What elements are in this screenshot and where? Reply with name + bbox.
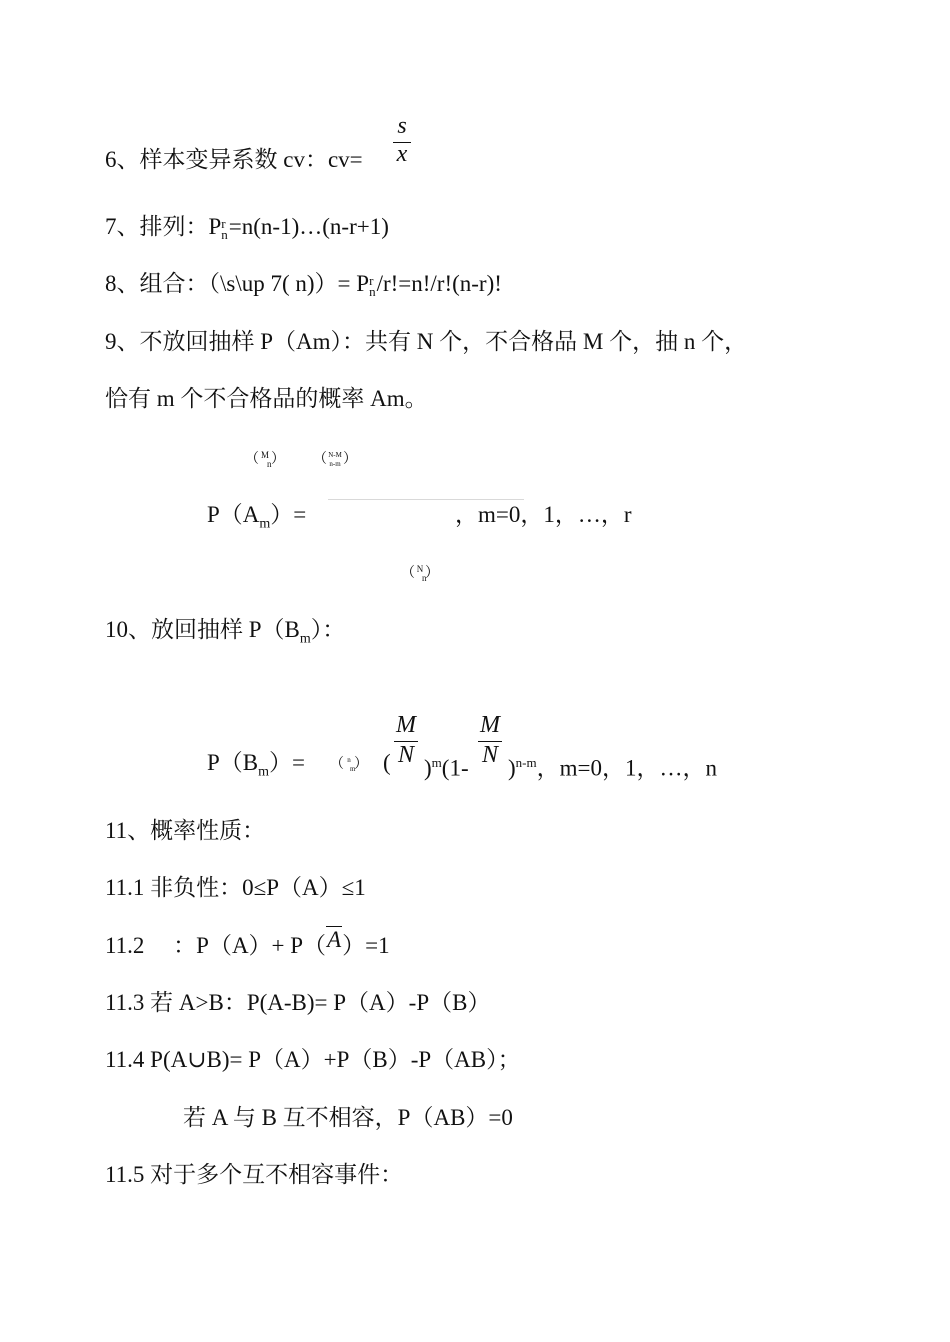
paren-close-1: ): [424, 755, 432, 781]
item-10-lhs-b: ）=: [269, 750, 306, 775]
item-11-4: 11.4 P(A∪B)= P（A）+P（B）-P（AB）；: [105, 1047, 521, 1072]
item-8-sup: r: [369, 272, 374, 288]
binom-nm-top: N-M: [328, 450, 342, 459]
item-7-text-a: 7、排列：P: [105, 214, 222, 239]
item-10-lhs-a: P（B: [207, 750, 259, 775]
item-9-lhs-sub: m: [259, 516, 271, 532]
a-complement: A: [327, 927, 342, 952]
m-over-n-2-num: M: [480, 712, 500, 738]
item-11-3: 11.3 若 A>B：P(A-B)= P（A）-P（B）: [105, 990, 491, 1015]
item-11-4-note: 若 A 与 B 互不相容，P（AB）=0: [183, 1105, 513, 1130]
exp-m: m: [431, 755, 442, 770]
item-7-sup: r: [221, 215, 226, 231]
binom-n-n-bot: n: [422, 572, 427, 583]
item-11-title: 11、概率性质：: [105, 818, 266, 843]
item-10-title-sub: m: [299, 631, 311, 647]
item-11-2-a: 11.2 ：P（A）+ P（: [105, 933, 327, 958]
binom-n-m-bot: m: [350, 764, 356, 773]
item-9-line-2: 恰有 m 个不合格品的概率 Am。: [105, 386, 428, 411]
item-11-1: 11.1 非负性：0≤P（A）≤1: [105, 875, 366, 900]
binom-n-n: （ N n ）: [401, 563, 439, 583]
paren-close-2: ): [508, 755, 516, 781]
item-8-sub: n: [369, 283, 376, 299]
item-7-sub: n: [221, 226, 228, 242]
item-7-text-b: =n(n-1)…(n-r+1): [228, 214, 389, 239]
item-9-lhs-b: ）=: [270, 502, 307, 527]
item-6-prefix: 6、样本变异系数 cv：cv=: [105, 147, 363, 172]
m-over-n-2-den: N: [481, 742, 498, 768]
item-10-title-b: ）：: [310, 617, 346, 642]
cv-denominator: x: [396, 141, 408, 167]
m-over-n-1-den: N: [397, 742, 414, 768]
exp-n-m: n-m: [515, 755, 537, 770]
item-9-line-1: 9、不放回抽样 P（Am）：共有 N 个，不合格品 M 个，抽 n 个，: [105, 329, 748, 354]
item-11-2: [105, 927, 390, 961]
binom-m-n: （ M n ）: [245, 449, 285, 469]
binom-n-m-top: n: [347, 755, 351, 764]
m-over-n-1-num: M: [396, 712, 416, 738]
item-11-5: 11.5 对于多个互不相容事件：: [105, 1162, 404, 1187]
item-10-lhs: [207, 748, 305, 788]
item-7-permutation: [105, 212, 389, 242]
cv-numerator: s: [397, 113, 407, 139]
item-11-2-b: ）=1: [342, 933, 390, 958]
item-10-tail: [508, 748, 717, 784]
item-8-combination: [105, 269, 502, 299]
item-8-text-b: /r!=n!/r!(n-r)!: [376, 271, 502, 296]
item-10-title-a: 10、放回抽样 P（B: [105, 617, 300, 642]
binom-m-n-top: M: [260, 449, 269, 460]
item-10-lhs-sub: m: [258, 764, 270, 780]
binom-n-m: （ n m ）: [330, 755, 368, 773]
one-minus: (1-: [441, 755, 469, 781]
item-10-rhs: ，m=0，1，…，n: [536, 755, 717, 781]
item-9-rhs: ，m=0，1，…，r: [455, 502, 632, 527]
item-9-lhs-a: P（A: [207, 502, 260, 527]
item-8-text-a: 8、组合：（\s\up 7( n)）= P: [105, 271, 370, 296]
item-10-mid: [424, 748, 469, 784]
binom-nm-bot: n-m: [329, 459, 341, 468]
item-10-title: [105, 615, 345, 655]
item-9-lhs: [207, 500, 306, 540]
binom-nm-nm: （ N-M n-m ）: [313, 450, 357, 468]
binom-n-n-top: N: [416, 563, 424, 574]
binom-m-n-bot: n: [267, 458, 272, 469]
paren-open: (: [383, 750, 391, 775]
